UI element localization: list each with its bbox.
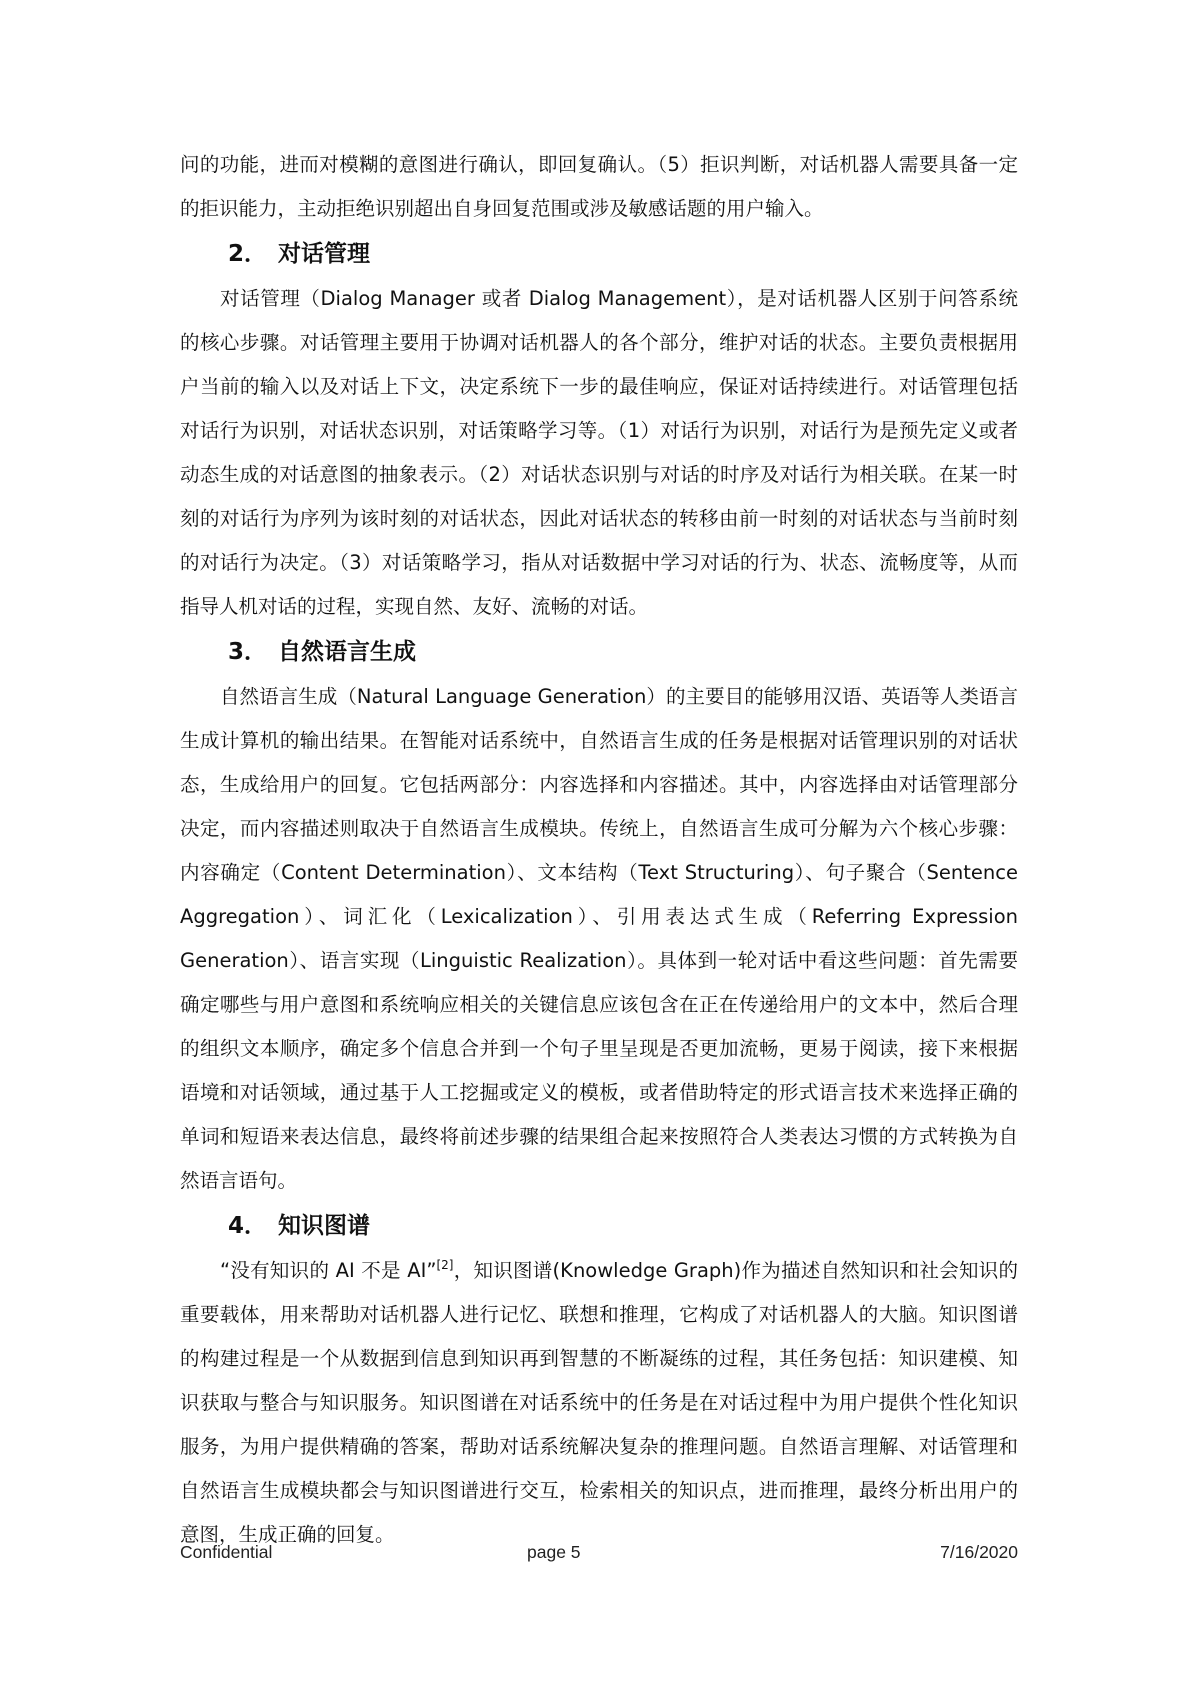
paragraph-knowledge-graph xyxy=(180,1249,1018,1557)
section-number: 2． xyxy=(228,241,268,267)
footer-confidential: Confidential xyxy=(180,1542,273,1562)
section-heading-knowledge-graph xyxy=(180,1203,1018,1249)
citation-ref[interactable]: [2] xyxy=(436,1258,454,1272)
section-heading-nlg xyxy=(180,629,1018,675)
paragraph-nlg: 自然语言生成（Natural Language Generation）的主要目的能够用汉语、英语等人类语言生成计算机的输出结果。在智能对话系统中，自然语言生成的任务是根据对话管理识别的对话状态，生成给用户的回复。它包括两部分：内容选择和内容描述。其中，内容选择由对话管理部分决定，而内容描述则取决于自然语言生成模块。传统上，自然语言生成可分解为六个核心步骤：内容确定（Content Determination）、文本结构（Text Structuring）、句子聚合（Sentence Aggregation）、词汇化（Lexicalization）、引用表达式生成（Referring Expression Generation）、语言实现（Linguistic Realization）。具体到一轮对话中看这些问题：首先需要确定哪些与用户意图和系统响应相关的关键信息应该包含在正在传递给用户的文本中，然后合理的组织文本顺序，确定多个信息合并到一个句子里呈现是否更加流畅，更易于阅读，接下来根据语境和对话领域，通过基于人工挖掘或定义的模板，或者借助特定的形式语言技术来选择正确的单词和短语来表达信息，最终将前述步骤的结果组合起来按照符合人类表达习惯的方式转换为自然语言语句。 xyxy=(180,685,1018,1192)
section-number: 3． xyxy=(228,639,268,665)
footer-date: 7/16/2020 xyxy=(940,1542,1018,1562)
page-footer xyxy=(180,1542,1018,1566)
paragraph-dialog-management: 对话管理（Dialog Manager 或者 Dialog Management），是对话机器人区别于问答系统的核心步骤。对话管理主要用于协调对话机器人的各个部分，维护对话的状态。主要负责根据用户当前的输入以及对话上下文，决定系统下一步的最佳响应，保证对话持续进行。对话管理包括对话行为识别，对话状态识别，对话策略学习等。（1）对话行为识别，对话行为是预先定义或者动态生成的对话意图的抽象表示。（2）对话状态识别与对话的时序及对话行为相关联。在某一时刻的对话行为序列为该时刻的对话状态，因此对话状态的转移由前一时刻的对话状态与当前时刻的对话行为决定。（3）对话策略学习，指从对话数据中学习对话的行为、状态、流畅度等，从而指导人机对话的过程，实现自然、友好、流畅的对话。 xyxy=(180,287,1018,618)
section-heading-dialog-management xyxy=(180,231,1018,277)
footer-page-number: page 5 xyxy=(527,1542,581,1562)
paragraph-text: ，知识图谱(Knowledge Graph)作为描述自然知识和社会知识的重要载体，用来帮助对话机器人进行记忆、联想和推理，它构成了对话机器人的大脑。知识图谱的构建过程是一个从数据到信息到知识再到智慧的不断凝练的过程，其任务包括：知识建模、知识获取与整合与知识服务。知识图谱在对话系统中的任务是在对话过程中为用户提供个性化知识服务，为用户提供精确的答案，帮助对话系统解决复杂的推理问题。自然语言理解、对话管理和自然语言生成模块都会与知识图谱进行交互，检索相关的知识点，进而推理，最终分析出用户的意图，生成正确的回复。 xyxy=(180,1259,1018,1546)
section-title: 对话管理 xyxy=(278,241,370,267)
quote-text: “没有知识的 AI 不是 AI” xyxy=(220,1259,437,1282)
section-title: 自然语言生成 xyxy=(278,639,416,665)
document-body xyxy=(180,143,1018,1557)
section-number: 4． xyxy=(228,1213,268,1239)
paragraph-nlu-continuation: 问的功能，进而对模糊的意图进行确认，即回复确认。（5）拒识判断，对话机器人需要具备一定的拒识能力，主动拒绝识别超出自身回复范围或涉及敏感话题的用户输入。 xyxy=(180,153,1018,220)
section-title: 知识图谱 xyxy=(278,1213,370,1239)
